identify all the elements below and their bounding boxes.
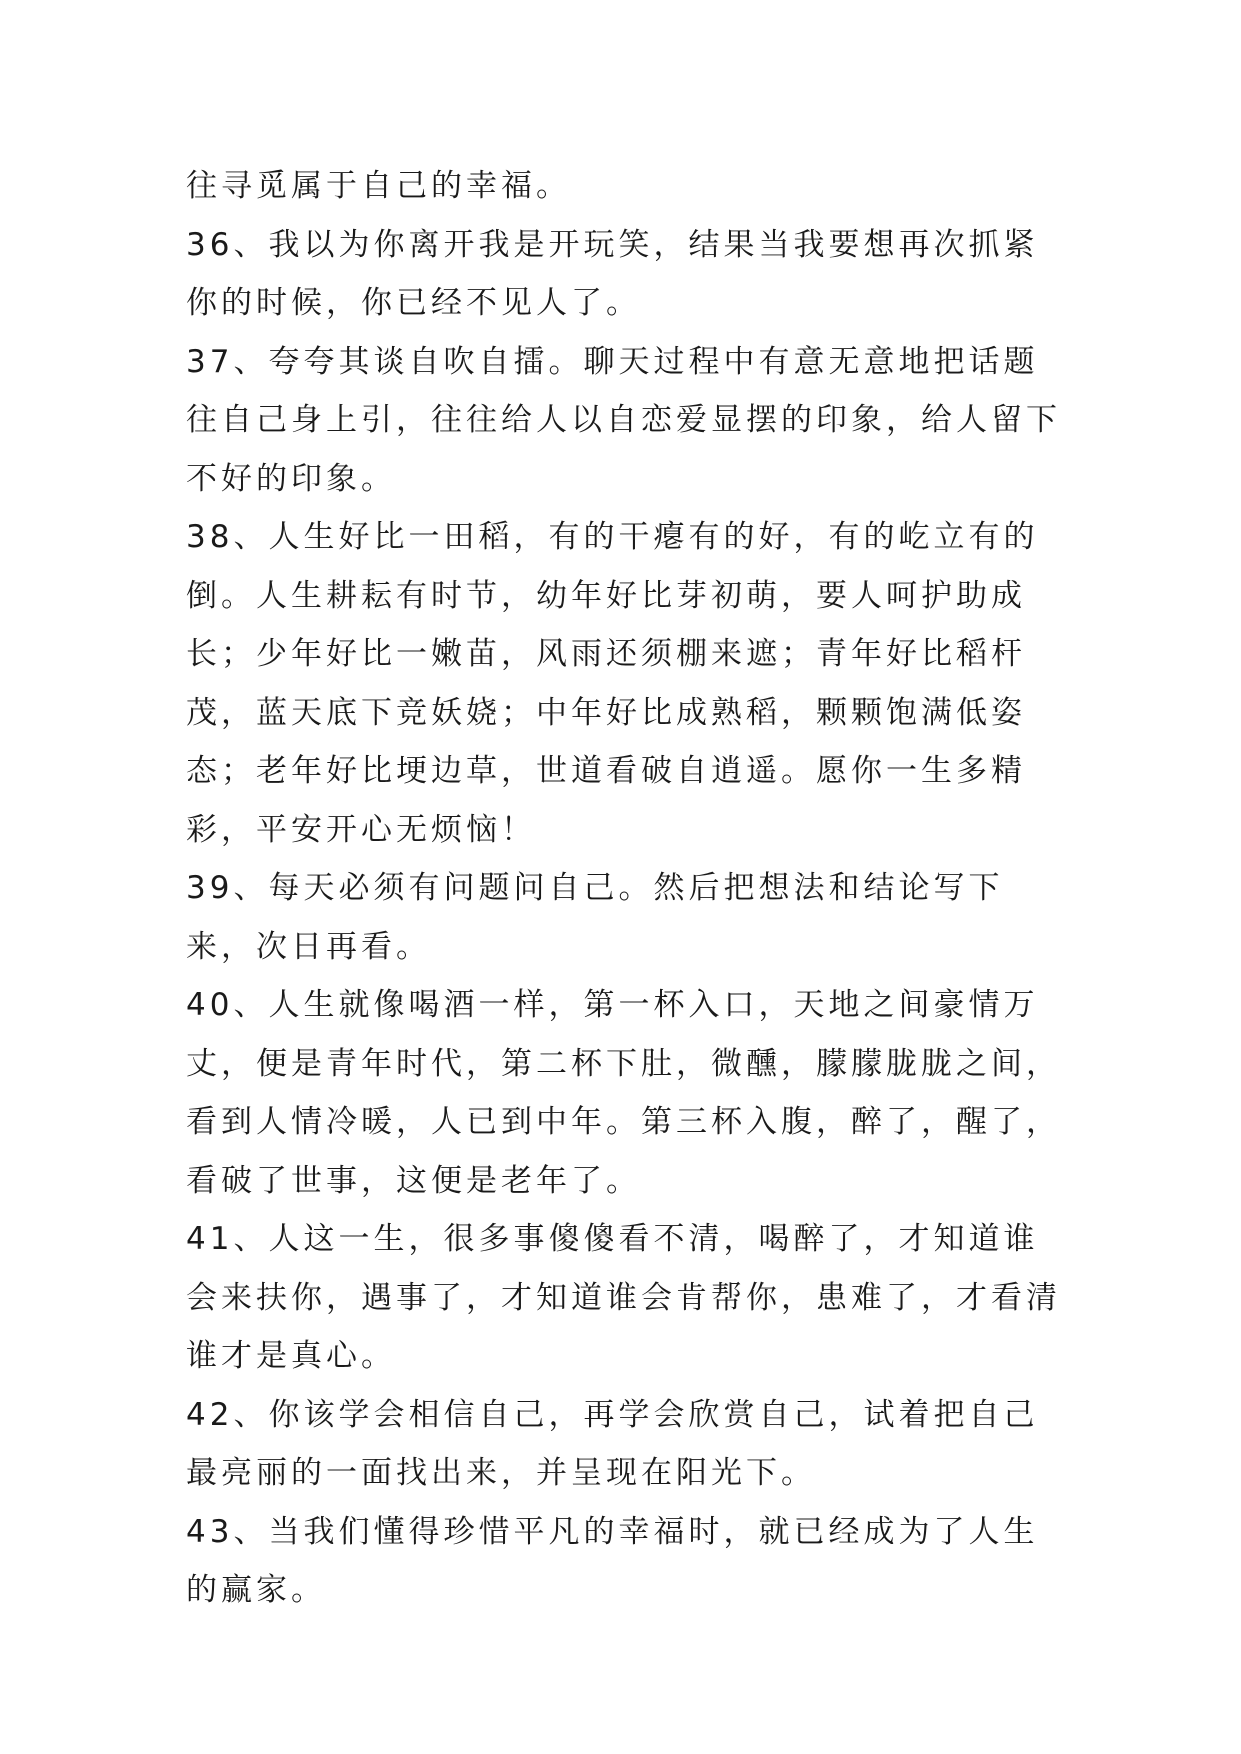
document-body: [186, 157, 1066, 1620]
paragraph-42: 42、你该学会相信自己，再学会欣赏自己，试着把自己最亮丽的一面找出来，并呈现在阳光下。: [186, 1396, 1039, 1491]
paragraph-continuation: 往寻觅属于自己的幸福。: [186, 168, 571, 204]
paragraph-39: 39、每天必须有问题问自己。然后把想法和结论写下来，次日再看。: [186, 870, 1004, 965]
paragraph-36: 36、我以为你离开我是开玩笑，结果当我要想再次抓紧你的时候，你已经不见人了。: [186, 226, 1039, 321]
paragraph-43: 43、当我们懂得珍惜平凡的幸福时，就已经成为了人生的赢家。: [186, 1513, 1039, 1608]
paragraph-40: 40、人生就像喝酒一样，第一杯入口，天地之间豪情万丈，便是青年时代，第二杯下肚，微醺，朦朦胧胧之间，看到人情冷暖，人已到中年。第三杯入腹，醉了，醒了，看破了世事，这便是老年了。: [186, 987, 1061, 1199]
paragraph-37: 37、夸夸其谈自吹自擂。聊天过程中有意无意地把话题往自己身上引，往往给人以自恋爱显摆的印象，给人留下不好的印象。: [186, 343, 1061, 497]
paragraph-38: 38、人生好比一田稻，有的干瘪有的好，有的屹立有的倒。人生耕耘有时节，幼年好比芽初萌，要人呵护助成长；少年好比一嫩苗，风雨还须棚来遮；青年好比稻杆茂，蓝天底下竞妖娆；中年好比成熟稻，颗颗饱满低姿态；老年好比埂边草，世道看破自逍遥。愿你一生多精彩，平安开心无烦恼！: [186, 519, 1039, 848]
paragraph-41: 41、人这一生，很多事傻傻看不清，喝醉了，才知道谁会来扶你，遇事了，才知道谁会肯帮你，患难了，才看清谁才是真心。: [186, 1221, 1061, 1374]
